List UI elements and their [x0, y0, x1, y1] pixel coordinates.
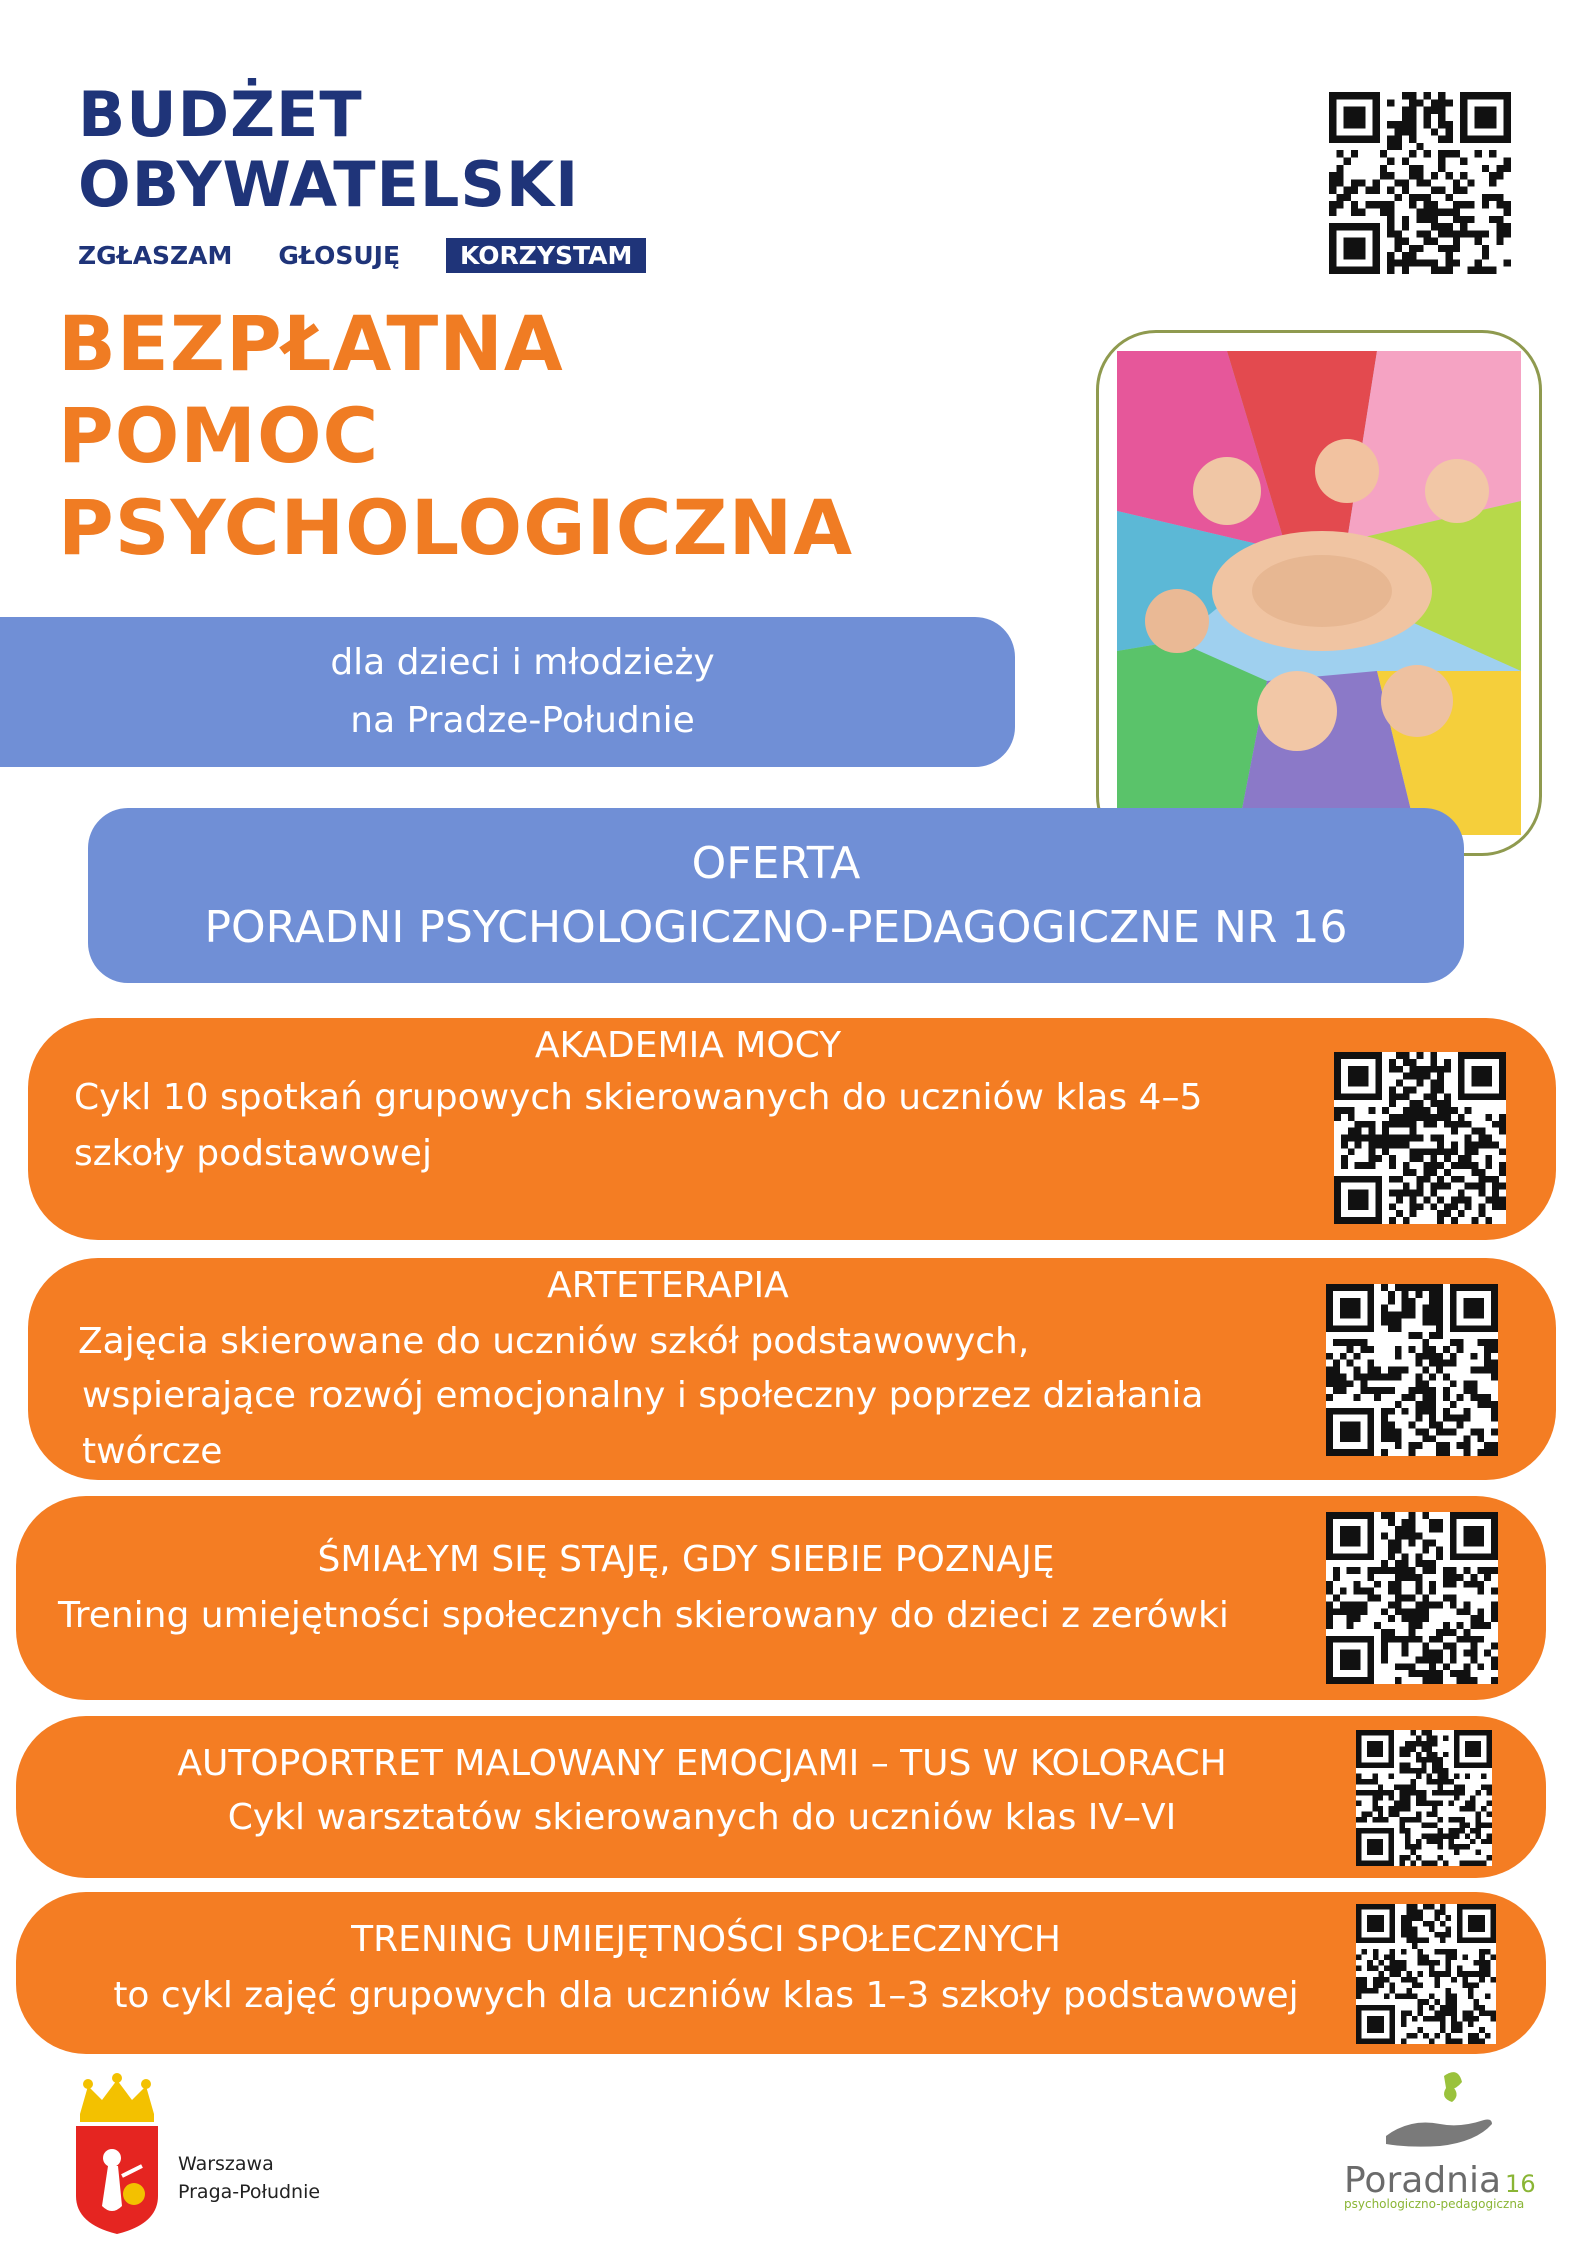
program-card-autoportret [16, 1716, 1546, 1878]
program-card-arteterapia [28, 1258, 1556, 1480]
program-description-line-2: szkoły podstawowej [74, 1133, 432, 1174]
poradnia-subtitle: psychologiczno-pedagogiczna [1344, 2197, 1525, 2211]
logo-sub-glosuje: GŁOSUJĘ [278, 240, 401, 270]
hand-butterfly-icon [1380, 2066, 1500, 2156]
program-description-line-1: Zajęcia skierowane do uczniów szkół podstawowych, [78, 1321, 1030, 1362]
qr-code-icon[interactable] [1326, 92, 1514, 274]
logo-line-1: BUDŻET [78, 78, 363, 151]
title-line-3: PSYCHOLOGICZNA [58, 483, 854, 572]
offer-line-1: OFERTA [691, 837, 861, 889]
program-description-line-2: wspierające rozwój emocjonalny i społeczny poprzez działania [82, 1375, 1204, 1416]
program-card-trening-umiejetnosci [16, 1892, 1546, 2054]
children-hands-photo [1117, 351, 1521, 835]
program-title: AKADEMIA MOCY [534, 1025, 842, 1066]
audience-line-2: na Pradze-Południe [350, 700, 695, 741]
title-line-1: BEZPŁATNA [58, 299, 564, 388]
qr-code-icon[interactable] [1326, 1512, 1498, 1684]
program-description-line-3: twórcze [82, 1431, 223, 1472]
qr-code-icon[interactable] [1326, 1284, 1498, 1456]
logo-sub-korzystam: KORZYSTAM [446, 238, 646, 273]
program-description-line-1: Cykl 10 spotkań grupowych skierowanych do uczniów klas 4–5 [74, 1077, 1203, 1118]
program-title: ŚMIAŁYM SIĘ STAJĘ, GDY SIEBIE POZNAJĘ [317, 1539, 1055, 1580]
program-card-smialym-sie-staje [16, 1496, 1546, 1700]
warsaw-coat-of-arms-icon [72, 2066, 162, 2236]
poradnia-number: 16 [1505, 2170, 1536, 2198]
logo-subtitle [78, 235, 646, 275]
program-card-akademia-mocy [28, 1018, 1556, 1240]
offer-banner [88, 808, 1464, 983]
audience-banner [0, 617, 1015, 767]
page-title [58, 298, 853, 574]
program-description-line-1: to cykl zajęć grupowych dla uczniów klas 1–3 szkoły podstawowej [113, 1975, 1299, 2016]
program-title: ARTETERAPIA [547, 1265, 789, 1306]
district-line-2: Praga-Południe [178, 2181, 321, 2203]
district-label [178, 2150, 320, 2206]
budzet-obywatelski-logo [78, 80, 579, 220]
logo-line-2: OBYWATELSKI [78, 148, 580, 221]
district-line-1: Warszawa [178, 2153, 274, 2175]
qr-code-icon[interactable] [1334, 1052, 1506, 1224]
poradnia-name: Poradnia [1344, 2160, 1502, 2201]
qr-code-icon[interactable] [1356, 1730, 1492, 1866]
logo-sub-zglaszam: ZGŁASZAM [78, 240, 233, 270]
program-description-line-1: Cykl warsztatów skierowanych do uczniów klas IV–VI [227, 1797, 1177, 1838]
poradnia-logo-text [1344, 2160, 1536, 2211]
offer-line-2: PORADNI PSYCHOLOGICZNO-PEDAGOGICZNE NR 16 [204, 901, 1348, 953]
program-title: AUTOPORTRET MALOWANY EMOCJAMI – TUS W KOLORACH [177, 1743, 1227, 1784]
qr-code-icon[interactable] [1356, 1904, 1496, 2044]
program-title: TRENING UMIEJĘTNOŚCI SPOŁECZNYCH [351, 1919, 1061, 1960]
audience-line-1: dla dzieci i młodzieży [330, 642, 715, 683]
title-line-2: POMOC [58, 391, 380, 480]
program-description-line-1: Trening umiejętności społecznych skierowany do dzieci z zerówki [58, 1595, 1229, 1636]
photo-frame [1096, 330, 1542, 856]
